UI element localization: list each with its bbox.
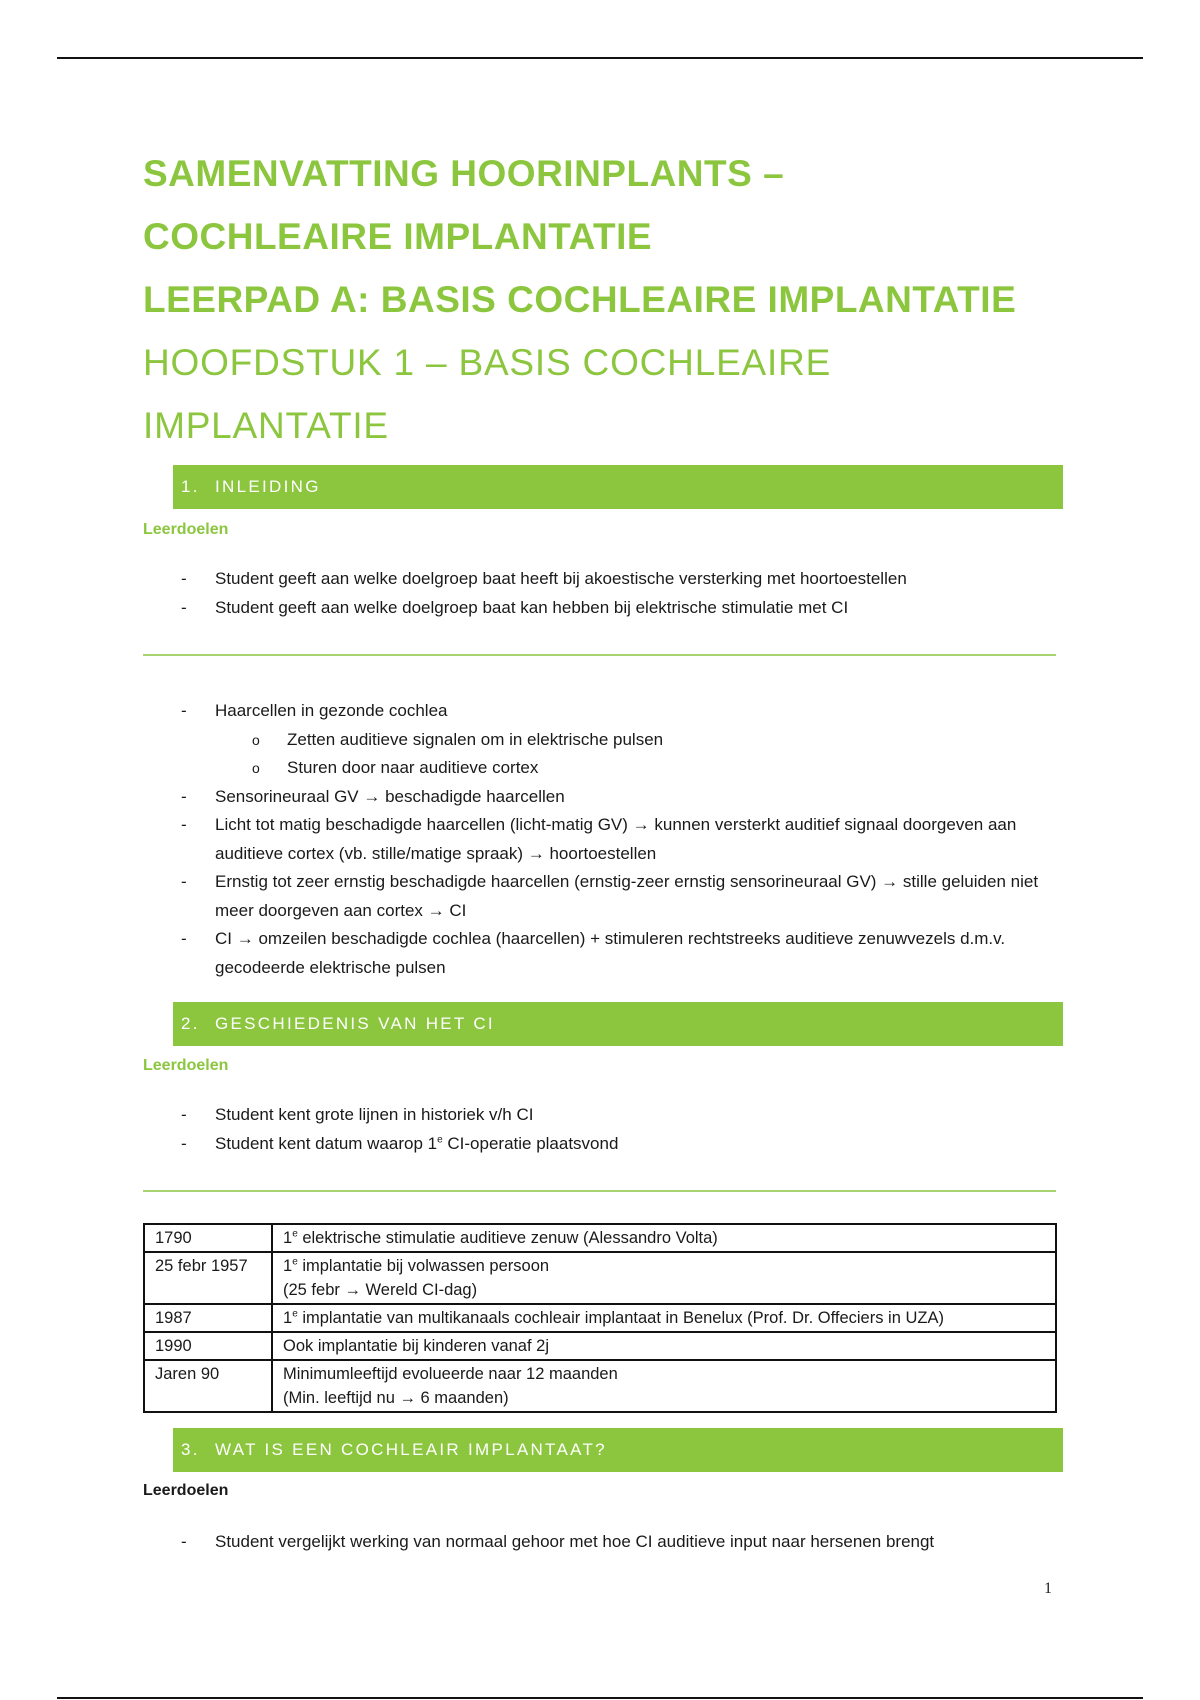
table-cell-date: Jaren 90 (144, 1360, 272, 1412)
cell-text: implantatie bij volwassen persoon (297, 1257, 550, 1275)
learning-goals-list (175, 1528, 1065, 1557)
section-number: 3. (181, 1440, 200, 1459)
table-row (144, 1332, 1056, 1360)
ordinal-sup: e (292, 1228, 298, 1240)
ordinal-sup: e (292, 1308, 298, 1320)
list-item: - Sensorineuraal GV → beschadigde haarcellen (175, 783, 1065, 812)
section-divider (143, 1190, 1056, 1192)
section-number: 1. (181, 477, 200, 496)
cell-text: elektrische stimulatie auditieve zenuw (Alessandro Volta) (297, 1229, 718, 1247)
table-cell-event (272, 1360, 1056, 1412)
list-item (175, 1130, 1065, 1159)
cell-text: Minimumleeftijd evolueerde naar 12 maanden (283, 1365, 618, 1383)
history-table (143, 1223, 1057, 1413)
ordinal-sup: e (292, 1256, 298, 1268)
list-item: - CI → omzeilen beschadigde cochlea (haarcellen) + stimuleren rechtstreeks auditieve zenuwvezels d.m.v. gecodeerde elektrische pulsen (175, 925, 1065, 982)
cell-text: 1 (283, 1257, 293, 1275)
sub-list (215, 726, 1065, 783)
learning-goals-list (175, 565, 1065, 622)
list-item: - Student geeft aan welke doelgroep baat heeft bij akoestische versterking met hoortoestellen (175, 565, 1065, 594)
content-list (175, 697, 1065, 982)
table-row (144, 1304, 1056, 1332)
sub-list-item: o Zetten auditieve signalen om in elektrische pulsen (215, 726, 1065, 755)
section-heading-geschiedenis (173, 1002, 1063, 1046)
section-heading-inleiding (173, 465, 1063, 509)
goal-text: Student kent datum waarop 1 (215, 1133, 438, 1153)
section-divider (143, 654, 1056, 656)
learning-goals-list (175, 1101, 1065, 1158)
section-heading-cochleair-implantaat (173, 1428, 1063, 1472)
table-row (144, 1252, 1056, 1304)
table-row (144, 1360, 1056, 1412)
cell-text: implantatie van multikanaals cochleair implantaat in Benelux (Prof. Dr. Offeciers in UZA) (297, 1309, 944, 1327)
title-line-1: SAMENVATTING HOORINPLANTS – (143, 153, 785, 194)
bottom-rule (57, 1697, 1143, 1699)
title-line-3: LEERPAD A: BASIS COCHLEAIRE IMPLANTATIE (143, 279, 1017, 320)
sub-list-item: o Sturen door naar auditieve cortex (215, 754, 1065, 783)
chapter-line-2: IMPLANTATIE (143, 405, 389, 446)
list-item-text: Haarcellen in gezonde cochlea (215, 701, 448, 720)
cell-text: 1 (283, 1229, 293, 1247)
title-line-2: COCHLEAIRE IMPLANTATIE (143, 216, 653, 257)
table-cell-event: Ook implantatie bij kinderen vanaf 2j (272, 1332, 1056, 1360)
section-label: INLEIDING (215, 477, 321, 496)
list-item: - Student geeft aan welke doelgroep baat kan hebben bij elektrische stimulatie met CI (175, 594, 1065, 623)
table-cell-event (272, 1252, 1056, 1304)
table-cell-date: 25 febr 1957 (144, 1252, 272, 1304)
page-number: 1 (1044, 1580, 1052, 1597)
cell-text: (25 febr → Wereld CI-dag) (283, 1281, 478, 1299)
leerdoelen-heading: Leerdoelen (143, 1057, 229, 1074)
table-row (144, 1224, 1056, 1252)
table-cell-event (272, 1304, 1056, 1332)
cell-text: 1 (283, 1309, 293, 1327)
cell-text: (Min. leeftijd nu → 6 maanden) (283, 1389, 509, 1407)
table-cell-date: 1987 (144, 1304, 272, 1332)
goal-text: CI-operatie plaatsvond (442, 1133, 619, 1153)
list-item (175, 697, 1065, 783)
section-number: 2. (181, 1014, 200, 1033)
leerdoelen-heading: Leerdoelen (143, 1482, 229, 1499)
chapter-title (143, 331, 1043, 457)
list-item: - Ernstig tot zeer ernstig beschadigde haarcellen (ernstig-zeer ernstig sensorineuraal GV) → stille geluiden niet meer doorgeven aan cortex → CI (175, 868, 1065, 925)
leerdoelen-heading: Leerdoelen (143, 521, 229, 538)
document-title (143, 142, 1043, 331)
section-label: WAT IS EEN COCHLEAIR IMPLANTAAT? (215, 1440, 607, 1459)
section-label: GESCHIEDENIS VAN HET CI (215, 1014, 495, 1033)
table-cell-date: 1790 (144, 1224, 272, 1252)
top-rule (57, 57, 1143, 59)
table-cell-event (272, 1224, 1056, 1252)
table-cell-date: 1990 (144, 1332, 272, 1360)
list-item: - Student vergelijkt werking van normaal gehoor met hoe CI auditieve input naar hersenen brengt (175, 1528, 1065, 1557)
ordinal-sup: e (437, 1133, 443, 1145)
list-item: - Licht tot matig beschadigde haarcellen (licht-matig GV) → kunnen versterkt auditief signaal doorgeven aan auditieve cortex (vb. stille/matige spraak) → hoortoestellen (175, 811, 1065, 868)
chapter-line-1: HOOFDSTUK 1 – BASIS COCHLEAIRE (143, 342, 832, 383)
list-item: - Student kent grote lijnen in historiek v/h CI (175, 1101, 1065, 1130)
